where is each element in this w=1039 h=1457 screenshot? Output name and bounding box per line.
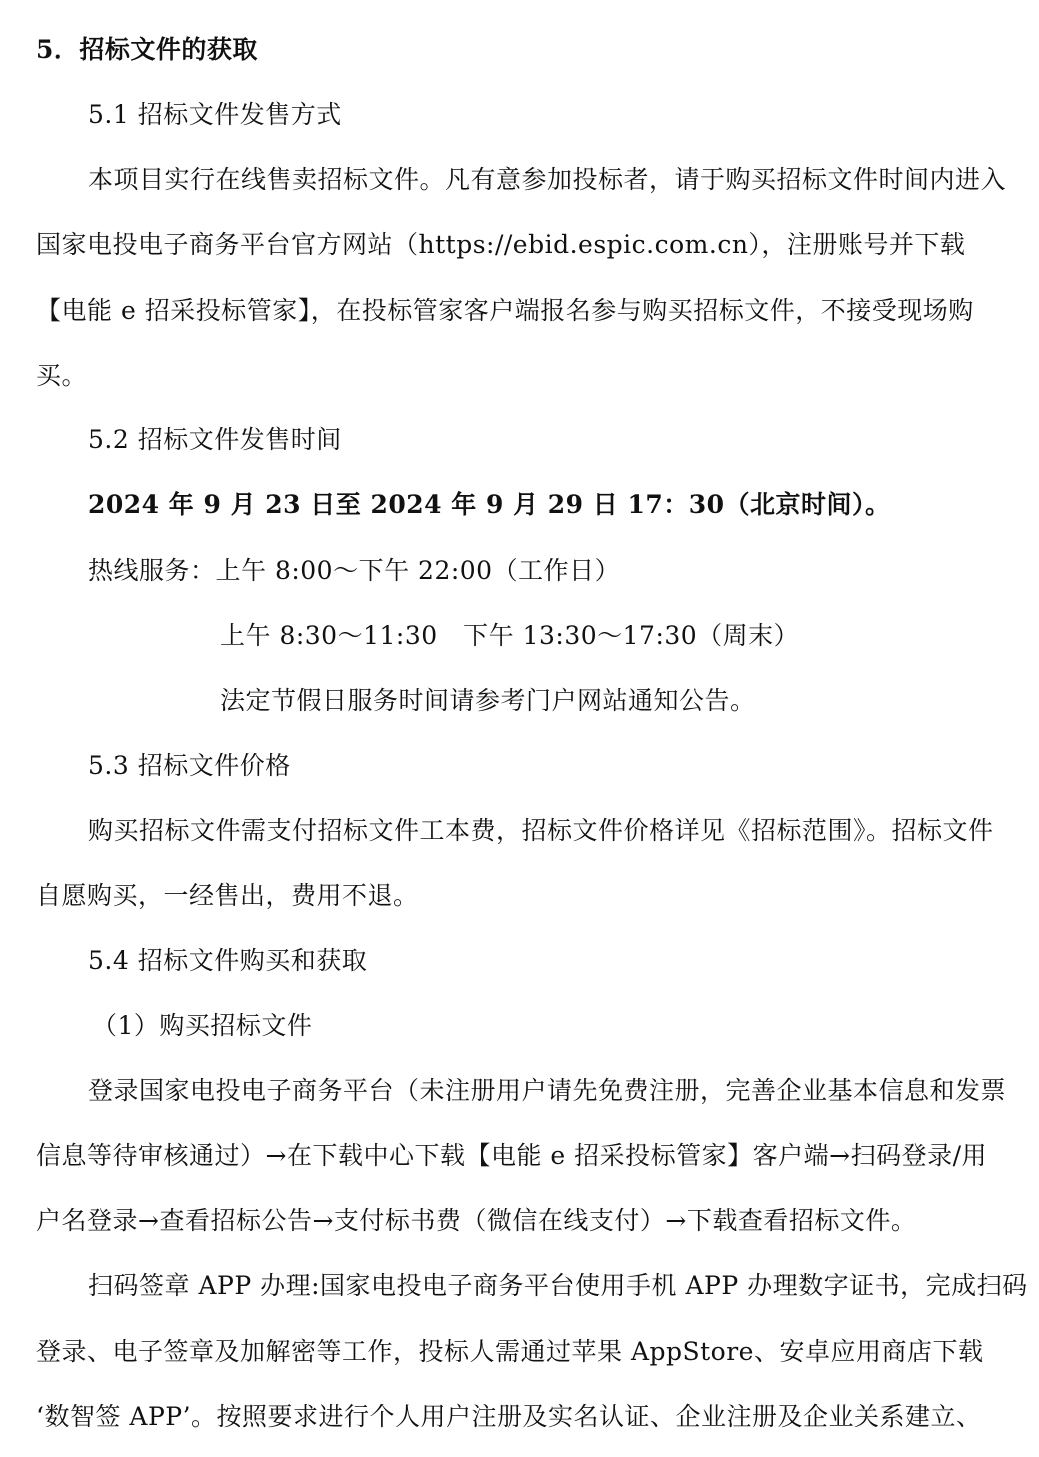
paragraph-line: 本项目实行在线售卖招标文件。凡有意参加投标者，请于购买招标文件时间内进入 [88,165,1007,194]
sale-period: 2024 年 9 月 23 日至 2024 年 9 月 29 日 17：30（北京时间）。 [88,490,891,519]
subsection-title-5-3: 5.3 招标文件价格 [88,751,291,780]
paragraph-line: 购买招标文件需支付招标文件工本费，招标文件价格详见《招标范围》。招标文件 [88,816,994,845]
paragraph-line: 登录国家电投电子商务平台（未注册用户请先免费注册，完善企业基本信息和发票 [88,1076,1007,1105]
sub-item-title: （1）购买招标文件 [92,1011,313,1040]
paragraph-line: 登录、电子签章及加解密等工作，投标人需通过苹果 AppStore、安卓应用商店下载 [36,1337,984,1366]
paragraph-line: 扫码签章 APP 办理:国家电投电子商务平台使用手机 APP 办理数字证书，完成扫码 [88,1271,1028,1300]
paragraph-line: 户名登录→查看招标公告→支付标书费（微信在线支付）→下载查看招标文件。 [36,1206,917,1235]
paragraph-line: 信息等待审核通过）→在下载中心下载【电能 e 招采投标管家】客户端→扫码登录/用 [36,1141,988,1170]
subsection-title-5-4: 5.4 招标文件购买和获取 [88,946,368,975]
subsection-title-5-1: 5.1 招标文件发售方式 [88,100,342,129]
paragraph-line: 【电能 e 招采投标管家】，在投标管家客户端报名参与购买招标文件，不接受现场购 [36,296,974,325]
paragraph-line: 自愿购买，一经售出，费用不退。 [36,881,419,910]
hotline-holiday: 法定节假日服务时间请参考门户网站通知公告。 [220,686,756,715]
paragraph-line: 买。 [36,361,88,390]
subsection-title-5-2: 5.2 招标文件发售时间 [88,425,342,454]
paragraph-line: 国家电投电子商务平台官方网站（https://ebid.espic.com.cn），注册账号并下载 [36,230,966,259]
paragraph-line: ‘数智签 APP’。按照要求进行个人用户注册及实名认证、企业注册及企业关系建立、 [36,1402,982,1431]
section-title: 5．招标文件的获取 [36,35,258,64]
hotline-weekday: 热线服务：上午 8:00～下午 22:00（工作日） [88,556,621,585]
hotline-weekend: 上午 8:30～11:30 下午 13:30～17:30（周末） [220,621,800,650]
